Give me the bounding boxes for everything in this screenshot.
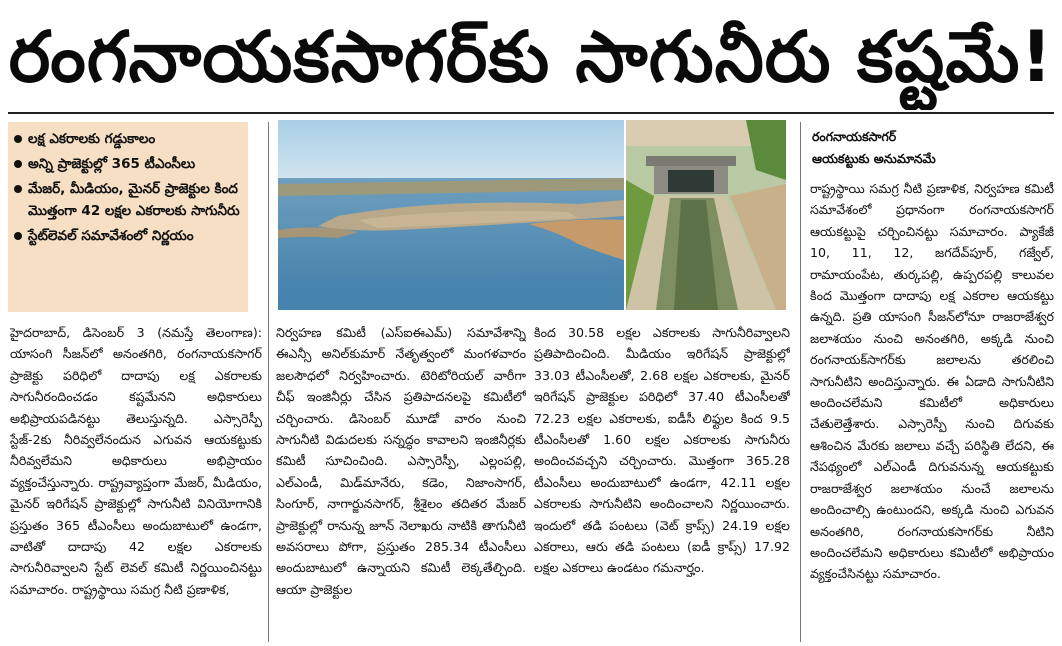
highlight-text: మేజర్, మీడియం, మైనర్ ప్రాజెక్టుల కింద మొత్తంగా 42 లక్షల ఎకరాలకు సాగునీరు (28, 181, 240, 219)
article-column-3: కింద 30.58 లక్షల ఎకరాలకు సాగునీరివ్వాలని ప్రతిపాదించింది. మీడియం ఇరిగేషన్ ప్రాజెక్టుల్లో 33.03 టీఎంసీలతో, 2.68 లక్షల ఎకరాలకు, మైనర్ ఇరిగేషన్ ప్రాజెక్టుల పరిధిలో 37.40 టీఎంసీలతో 72.23 లక్షల ఎకరాలకు, ఐడీసీ లిఫ్టుల కింద 9.5 టీఎంసీలతో 1.60 లక్షల ఎకరాలకు సాగునీరు అందించవచ్చని చర్చించారు. మొత్తంగా 365.28 టీఎంసీలు అందుబాటులో ఉండగా, 42.11 లక్షల ఎకరాలకు సాగునీటిని అందించాలని నిర్ణయించారు. ఇందులో తడి పంటలు (వెట్ క్రాప్స్) 24.19 లక్షల ఎకరాలు, ఆరు తడి పంటలు (ఐడీ క్రాప్స్) 17.92 లక్షల ఎకరాలు ఉండటం గమనార్హం. (534, 325, 790, 576)
bullet-dot-icon (14, 135, 22, 143)
highlight-text: స్టేట్‌లెవల్ సమావేశంలో నిర్ణయం (28, 228, 194, 244)
canal-photo (626, 120, 786, 310)
bullet-dot-icon (14, 185, 22, 193)
article-column-4: రాష్ట్రస్థాయి సమగ్ర నీటి ప్రణాళిక, నిర్వహణ కమిటీ సమావేశంలో ప్రధానంగా రంగనాయకసాగర్ ఆయకట్టుపై చర్చించినట్టు సమాచారం. ప్యాకేజీ 10, 11, 12, జగదేవ్‌పూర్, గజ్వేల్, రామాయంపేట, తుర్కపల్లి, ఉప్పరపల్లి కాలువల కింద మొత్తంగా దాదాపు లక్ష ఎకరాల ఆయకట్టు ఉన్నది. ప్రతి యాసంగి సీజన్‌లోనూ రాజరాజేశ్వర జలాశయం నుంచి అనంతగిరి, అక్కడి నుంచి రంగనాయక్‌సాగర్‌కు జలాలను తరలించి సాగునీటిని అందిస్తున్నారు. ఈ ఏడాది సాగునీటిని అందించలేమని కమిటీలో అధికారులు చేతులెత్తేశారు. ఎస్సారెస్పీ నుంచి దిగువకు ఆశించిన మేరకు జలాలు వచ్చే పరిస్థితి లేదని, ఈ నేపథ్యంలో ఎల్‌ఎండీ దిగువనున్న ఆయకట్టుకు రాజరాజేశ్వర జలాశయం నుంచే జలాలను అందించాల్సి ఉంటుందని, అక్కడి నుంచి ఎగువన అనంతగిరి, రంగనాయకసాగర్‌కు నీటిని అందించలేమని అధికారులు కమిటీలో అభిప్రాయం వ్యక్తంచేసినట్టు సమాచారం. (810, 181, 1054, 582)
highlights-box (8, 122, 248, 312)
highlight-item (12, 178, 244, 222)
article-column-1: హైదరాబాద్, డిసెంబర్ 3 (నమస్తే తెలంగాణ): యాసంగి సీజన్‌లో అనంతగిరి, రంగనాయకసాగర్ ప్రాజెక్టు పరిధిలో దాదాపు లక్ష ఎకరాలకు సాగునీరందించడం కష్టమేనని అధికారులు అభిప్రాయపడినట్టు తెలుస్తున్నది. ఎస్సారెస్పీ స్టేజ్-2కు నీరివ్వలేనందున ఎగువన ఆయకట్టుకు నీరివ్వలేమని అధికారులు అభిప్రాయం వ్యక్తంచేస్తున్నారు. రాష్ట్రవ్యాప్తంగా మేజర్, మీడియం, మైనర్ ఇరిగేషన్ ప్రాజెక్టుల్లో సాగునీటి వినియోగానికి ప్రస్తుతం 365 టీఎంసీలు అందుబాటులో ఉండగా, వాటితో దాదాపు 42 లక్షల ఎకరాలకు సాగునీరివ్వాలని స్టేట్ లెవల్ కమిటీ నిర్ణయించినట్టు సమాచారం. రాష్ట్రస్థాయి సమగ్ర నీటి ప్రణాళిక, (10, 325, 262, 597)
highlight-item (12, 128, 244, 150)
highlight-item (12, 225, 244, 247)
reservoir-photo (278, 120, 624, 310)
highlight-text: అన్ని ప్రాజెక్టుల్లో 365 టీఎంసీలు (28, 156, 196, 172)
sidebar-heading (812, 126, 1052, 170)
headline: రంగనాయకసాగర్‌కు సాగునీరు కష్టమే! (8, 16, 1054, 98)
column-divider (268, 122, 269, 642)
bullet-dot-icon (14, 232, 22, 240)
sidebar-title: రంగనాయకసాగర్ (812, 129, 897, 144)
highlight-item (12, 153, 244, 175)
sidebar-subtitle: ఆయకట్టుకు అనుమానమే (812, 151, 936, 166)
column-divider (800, 122, 801, 642)
article-column-2: నిర్వహణ కమిటీ (ఎస్‌ఐఈఎమ్) సమావేశాన్ని ఈఎన్సీ అనిల్‌కుమార్ నేతృత్వంలో మంగళవారం జలసౌధలో నిర్వహించారు. టెరిటోరియల్ వారీగా చీఫ్ ఇంజినీర్లు చేసిన ప్రతిపాదనలపై కమిటీలో చర్చించారు. డిసెంబర్ మూడో వారం నుంచి సాగునీటి విడుదలకు సన్నద్ధం కావాలని ఇంజినీర్లకు కమిటీ సూచించింది. ఎస్సారెస్పీ, ఎల్లంపల్లి, ఎల్‌ఎండీ, మిడ్‌మానేరు, కడెం, నిజాంసాగర్, సింగూర్, నాగార్జునసాగర్, శ్రీశైలం తదితర మేజర్ ప్రాజెక్టుల్లో రానున్న జూన్ నెలాఖరు నాటికి తాగునీటి అవసరాలు పోగా, ప్రస్తుతం 285.34 టీఎంసీలు అందుబాటులో ఉన్నాయని కమిటీ లెక్కతేల్చింది. ఆయా ప్రాజెక్టుల (276, 325, 526, 597)
headline-rule (8, 112, 1054, 114)
bullet-dot-icon (14, 160, 22, 168)
highlight-text: లక్ష ఎకరాలకు గడ్డుకాలం (28, 131, 156, 147)
